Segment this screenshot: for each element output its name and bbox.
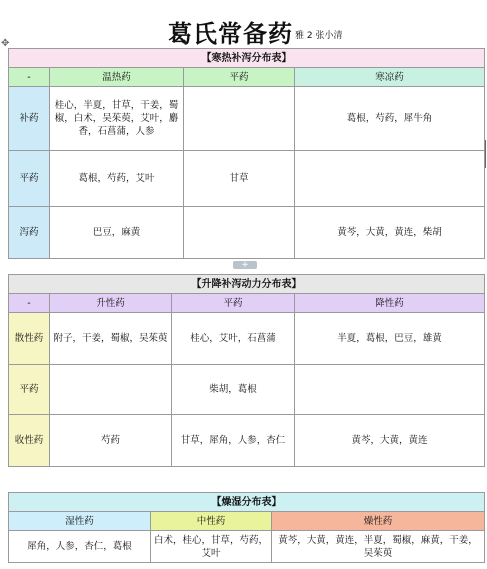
table-cold-hot — [8, 48, 485, 259]
table-cell: 甘草 — [184, 151, 295, 207]
header-cell: 燥性药 — [272, 512, 485, 531]
table-cell: 黄芩，大黄，黄连 — [295, 415, 485, 467]
table-cell: 柴胡，葛根 — [172, 365, 295, 415]
title-row — [0, 14, 487, 46]
header-cell: - — [9, 68, 50, 87]
table-cell: 半夏，葛根，巴豆，雄黄 — [295, 313, 485, 365]
table-cell: 黄芩，大黄，黄连，柴胡 — [295, 207, 485, 259]
table-cell — [184, 87, 295, 151]
table-resize-handle-icon[interactable]: + — [233, 261, 257, 269]
document-subtitle: 雅 2 张小清 — [295, 31, 343, 41]
table-cell: 巴豆，麻黄 — [50, 207, 184, 259]
document-title: 葛氏常备药 — [168, 20, 293, 48]
table-cell: 黄芩，大黄，黄连，半夏，蜀椒，麻黄，干姜，吴茱萸 — [272, 531, 485, 563]
table-move-handle-icon[interactable]: ✥ — [1, 38, 10, 49]
header-cell: 升性药 — [50, 294, 172, 313]
table-caption: 【升降补泻动力分布表】 — [9, 275, 485, 294]
header-cell: 中性药 — [151, 512, 272, 531]
table-cell: 葛根，芍药，艾叶 — [50, 151, 184, 207]
table-cell — [184, 207, 295, 259]
header-cell: 温热药 — [50, 68, 184, 87]
table-cell: 附子，干姜，蜀椒，吴茱萸 — [50, 313, 172, 365]
table-cell — [50, 365, 172, 415]
table-cell: 葛根，芍药，犀牛角 — [295, 87, 485, 151]
table-caption: 【燥湿分布表】 — [9, 493, 485, 512]
table-cell: 桂心，半夏，甘草，干姜，蜀椒，白术，吴茱萸，艾叶，麝香，石菖蒲，人参 — [50, 87, 184, 151]
row-label: 平药 — [9, 151, 50, 207]
table-cell: 犀角，人参，杏仁，葛根 — [9, 531, 151, 563]
header-cell: - — [9, 294, 50, 313]
table-caption: 【寒热补泻分布表】 — [9, 49, 485, 68]
row-label: 平药 — [9, 365, 50, 415]
header-cell: 平药 — [184, 68, 295, 87]
table-cell: 白术，桂心，甘草，芍药，艾叶 — [151, 531, 272, 563]
table-cell — [295, 151, 485, 207]
table-dry-wet — [8, 492, 485, 563]
row-label: 补药 — [9, 87, 50, 151]
header-cell: 湿性药 — [9, 512, 151, 531]
row-label: 散性药 — [9, 313, 50, 365]
table-cell: 甘草，犀角，人参，杏仁 — [172, 415, 295, 467]
table-ascend-descend — [8, 274, 485, 467]
row-label: 泻药 — [9, 207, 50, 259]
header-cell: 平药 — [172, 294, 295, 313]
header-cell: 寒凉药 — [295, 68, 485, 87]
row-label: 收性药 — [9, 415, 50, 467]
table-cell — [295, 365, 485, 415]
header-cell: 降性药 — [295, 294, 485, 313]
table-cell: 桂心，艾叶，石菖蒲 — [172, 313, 295, 365]
table-cell: 芍药 — [50, 415, 172, 467]
